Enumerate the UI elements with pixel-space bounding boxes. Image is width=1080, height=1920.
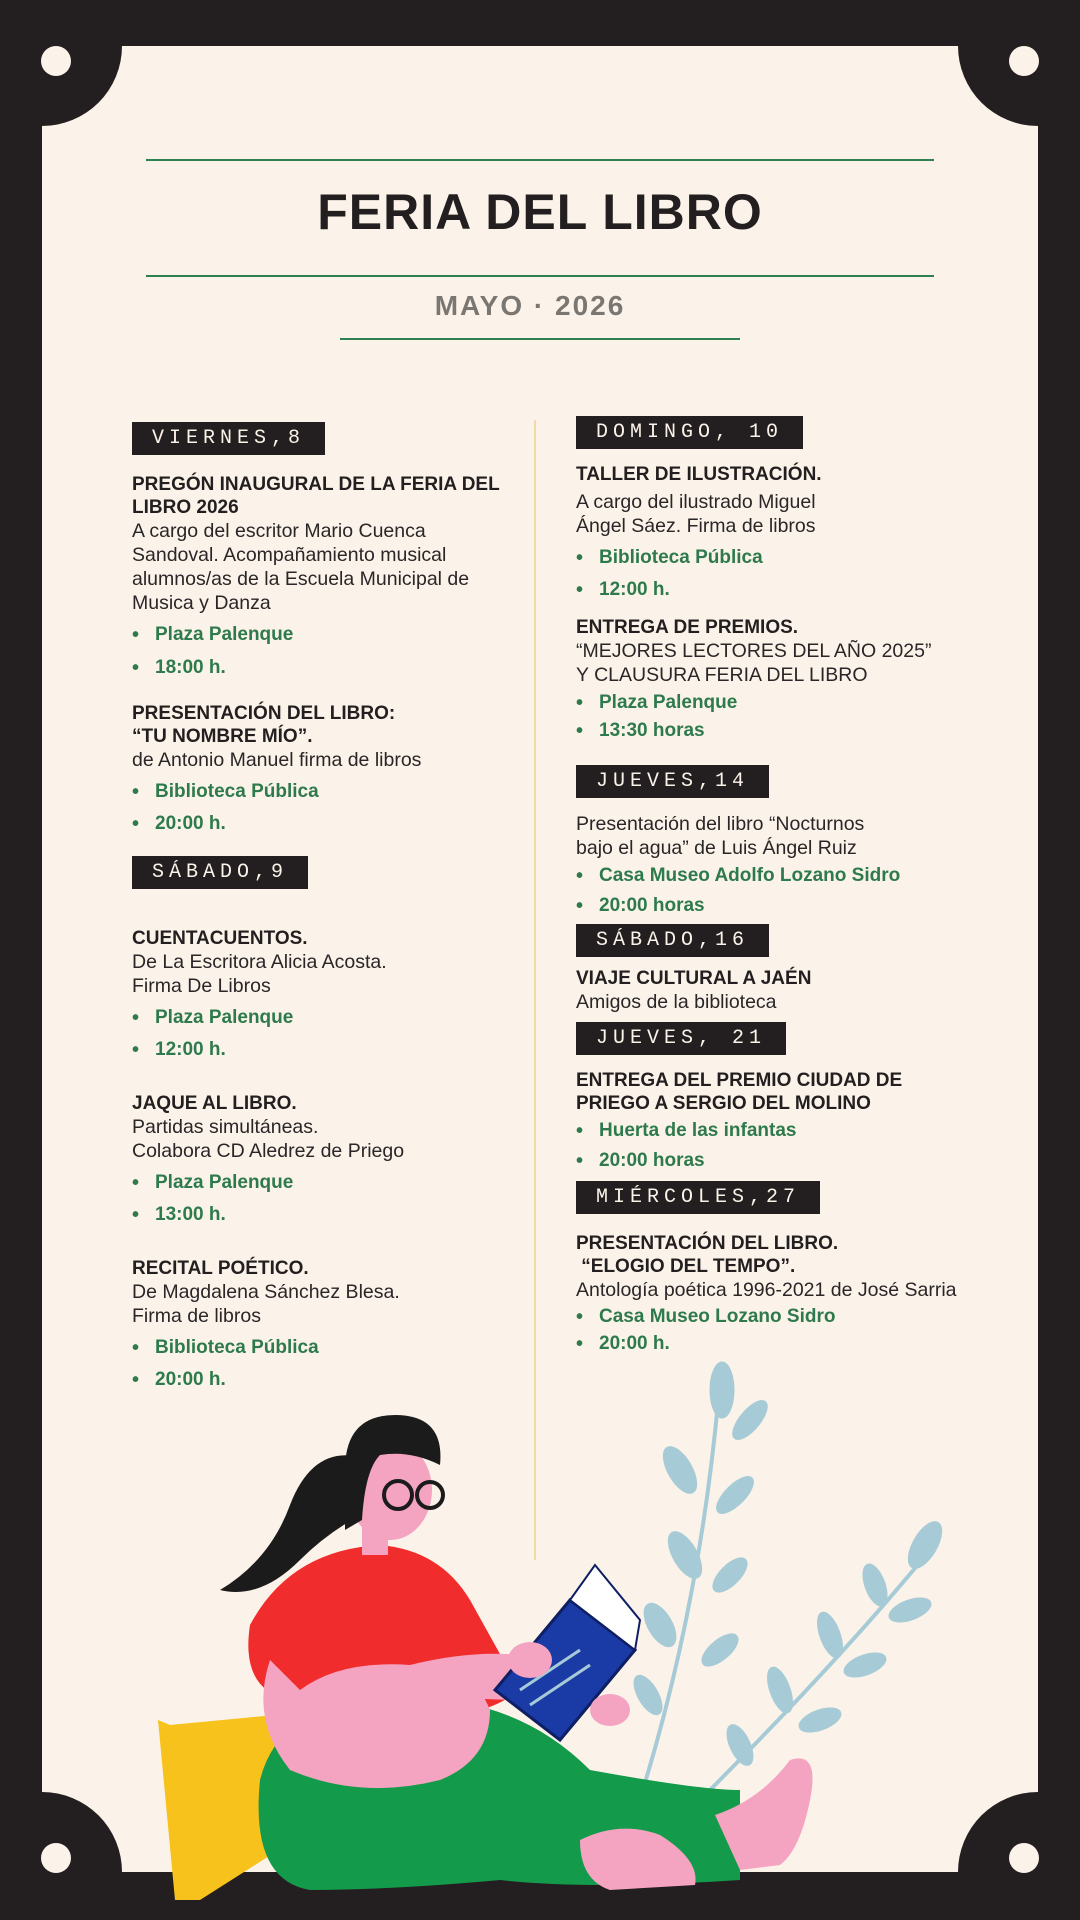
event-place: • Casa Museo Lozano Sidro <box>576 1305 1016 1329</box>
event-description: A cargo del ilustrado Miguel <box>576 491 816 513</box>
event-description: de Antonio Manuel firma de libros <box>132 749 422 771</box>
event-description: Partidas simultáneas. <box>132 1116 319 1138</box>
event-title: ENTREGA DE PREMIOS. <box>576 617 799 638</box>
event <box>576 616 1016 743</box>
event-title: PRESENTACIÓN DEL LIBRO: <box>132 703 396 724</box>
event-place: • Biblioteca Pública <box>132 1336 507 1360</box>
event-time: • 20:00 horas <box>576 1149 1016 1173</box>
right-column <box>576 416 1016 1370</box>
day-label: JUEVES, 21 <box>576 1022 786 1055</box>
event-description: Amigos de la biblioteca <box>576 991 777 1013</box>
event-time: • 13:30 horas <box>576 719 1016 743</box>
woman-reading-book-illustration <box>140 1360 980 1900</box>
event-title: ENTREGA DEL PREMIO CIUDAD DE PRIEGO A SERGIO DEL MOLINO <box>576 1070 903 1114</box>
page-subtitle: MAYO · 2026 <box>434 290 626 321</box>
event-time: • 18:00 h. <box>132 656 507 680</box>
corner-dot-top-left <box>41 46 71 76</box>
event-description: Antología poética 1996-2021 de José Sarria <box>576 1279 957 1301</box>
event-title: TALLER DE ILUSTRACIÓN. <box>576 464 822 485</box>
day-label: VIERNES,8 <box>132 422 325 455</box>
event-description: bajo el agua” de Luis Ángel Ruiz <box>576 837 857 859</box>
event-description: De La Escritora Alicia Acosta. <box>132 951 387 973</box>
day-label: SÁBADO,9 <box>132 856 308 889</box>
event-title: VIAJE CULTURAL A JAÉN <box>576 968 812 989</box>
event-time: • 20:00 h. <box>132 1368 507 1392</box>
event-place: • Casa Museo Adolfo Lozano Sidro <box>576 864 1016 888</box>
event-description: “MEJORES LECTORES DEL AÑO 2025” <box>576 640 932 662</box>
event-time: • 20:00 h. <box>576 1332 1016 1356</box>
day-label: DOMINGO, 10 <box>576 416 803 449</box>
corner-dot-top-right <box>1009 46 1039 76</box>
event-title: “ELOGIO DEL TEMPO”. <box>576 1256 796 1277</box>
event <box>576 1069 1016 1173</box>
event-description: Presentación del libro “Nocturnos <box>576 813 865 835</box>
event-description: Firma De Libros <box>132 975 271 997</box>
header-rule-top <box>146 159 934 161</box>
event <box>576 812 1016 918</box>
event-description: Y CLAUSURA FERIA DEL LIBRO <box>576 664 868 686</box>
event-place: • Plaza Palenque <box>132 623 507 647</box>
event-time: • 13:00 h. <box>132 1203 507 1227</box>
left-column <box>132 422 507 1406</box>
corner-dot-bottom-left <box>41 1843 71 1873</box>
corner-dot-bottom-right <box>1009 1843 1039 1873</box>
event <box>576 1232 1016 1356</box>
header-rule-bottom <box>340 338 740 340</box>
day-label: MIÉRCOLES,27 <box>576 1181 820 1214</box>
event <box>576 463 1016 602</box>
event-place: • Plaza Palenque <box>576 691 1016 715</box>
event-place: • Plaza Palenque <box>132 1171 507 1195</box>
event-title: CUENTACUENTOS. <box>132 928 308 949</box>
day-label: JUEVES,14 <box>576 765 769 798</box>
event-time: • 20:00 horas <box>576 894 1016 918</box>
plant-leaves-icon <box>628 1362 948 1830</box>
event-place: • Biblioteca Pública <box>132 780 507 804</box>
event <box>132 473 507 680</box>
event-description: Firma de libros <box>132 1305 261 1327</box>
page-title: FERIA DEL LIBRO <box>317 184 763 240</box>
event <box>132 702 507 836</box>
event-time: • 12:00 h. <box>576 578 1016 602</box>
event-title: PREGÓN INAUGURAL DE LA FERIA DEL LIBRO 2026 <box>132 474 500 518</box>
event <box>576 967 1016 1014</box>
event-description: Colabora CD Aledrez de Priego <box>132 1140 405 1162</box>
event-title: PRESENTACIÓN DEL LIBRO. <box>576 1233 839 1254</box>
event-description: De Magdalena Sánchez Blesa. <box>132 1281 400 1303</box>
event-description: Ángel Sáez. Firma de libros <box>576 515 816 537</box>
day-label: SÁBADO,16 <box>576 924 769 957</box>
event <box>132 1092 507 1227</box>
event-place: • Biblioteca Pública <box>576 546 1016 570</box>
event-description: A cargo del escritor Mario Cuenca Sandoval. Acompañamiento musical alumnos/as de la Escuela Municipal de Musica y Danza <box>132 520 470 614</box>
event-title: RECITAL POÉTICO. <box>132 1258 309 1279</box>
event-place: • Plaza Palenque <box>132 1006 507 1030</box>
event-time: • 12:00 h. <box>132 1038 507 1062</box>
event-title: JAQUE AL LIBRO. <box>132 1093 297 1114</box>
event <box>132 927 507 1062</box>
event-time: • 20:00 h. <box>132 812 507 836</box>
header-rule-middle <box>146 275 934 277</box>
event-title: “TU NOMBRE MÍO”. <box>132 726 313 747</box>
event-place: • Huerta de las infantas <box>576 1119 1016 1143</box>
